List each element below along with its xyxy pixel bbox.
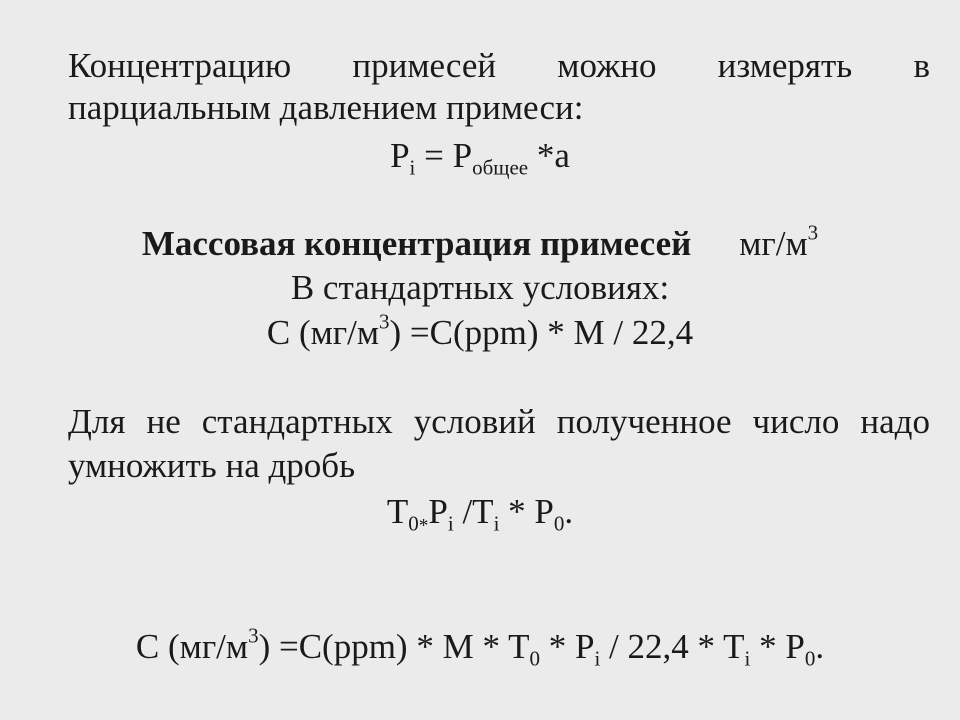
formula2-exp: 3 (379, 309, 390, 334)
nonstandard-word-3: стандартных (201, 402, 393, 441)
formula3-part4: / 22,4 * T (600, 627, 745, 666)
fraction-p0-sub: 0 (553, 511, 565, 536)
fraction-div: /T (453, 492, 494, 531)
standard-formula (0, 309, 960, 353)
nonstandard-word-6: число (752, 402, 840, 441)
intro-word-3: можно (557, 46, 657, 85)
mass-concentration-heading-line (0, 220, 960, 264)
intro-word-5: в (913, 46, 930, 85)
formula3-part2: ) =C(ppm) * M * T (258, 627, 530, 666)
formula2-part1: С (мг/м (266, 313, 379, 352)
formula3-part3: * P (539, 627, 595, 666)
intro-word-4: измерять (717, 46, 853, 85)
correction-fraction (0, 492, 960, 537)
formula1-tail: *a (528, 136, 570, 175)
fraction-end: . (564, 492, 574, 531)
unit-base: мг/м (739, 224, 808, 263)
nonstandard-line-2: умножить на дробь (68, 446, 356, 485)
formula3-pi-sub: i (594, 646, 601, 671)
intro-line-2: парциальным давлением примеси: (68, 88, 584, 127)
formula3-end: . (815, 627, 825, 666)
fraction-pi: P (428, 492, 448, 531)
nonstandard-word-2: не (146, 402, 181, 441)
intro-line-1 (68, 46, 930, 86)
nonstandard-word-5: полученное (556, 402, 732, 441)
nonstandard-word-4: условий (413, 402, 536, 441)
fraction-star: * (418, 515, 429, 537)
intro-word-1: Концентрацию (68, 46, 292, 85)
final-formula (0, 623, 960, 671)
partial-pressure-formula (0, 136, 960, 180)
nonstandard-line-1 (68, 402, 930, 442)
formula1-lhs: P (390, 136, 410, 175)
formula1-lhs-sub: i (409, 155, 416, 180)
mass-concentration-heading: Массовая концентрация примесей (141, 224, 692, 263)
formula3-part1: С (мг/м (135, 627, 249, 666)
formula3-p0-sub: 0 (804, 646, 816, 671)
nonstandard-word-1: Для (68, 402, 126, 441)
formula3-part5: * P (750, 627, 805, 666)
formula3-exp: 3 (248, 623, 259, 648)
fraction-mul: * P (499, 492, 554, 531)
nonstandard-word-7: надо (860, 402, 930, 441)
fraction-t0-sub: 0 (408, 511, 419, 536)
formula3-ti-sub: i (744, 646, 751, 671)
intro-word-2: примесей (352, 46, 497, 85)
formula1-rhs: P (452, 136, 473, 175)
formula1-eq: = (415, 136, 453, 175)
unit-exp: 3 (807, 220, 819, 245)
formula3-t0-sub: 0 (529, 646, 540, 671)
fraction-t0: T (386, 492, 409, 531)
fraction-ti-sub: i (493, 511, 500, 536)
fraction-pi-sub: i (447, 511, 454, 536)
standard-conditions: В стандартных условиях: (290, 268, 670, 307)
formula1-rhs-sub: общее (472, 155, 529, 180)
formula2-part2: ) =C(ppm) * M / 22,4 (389, 313, 694, 352)
